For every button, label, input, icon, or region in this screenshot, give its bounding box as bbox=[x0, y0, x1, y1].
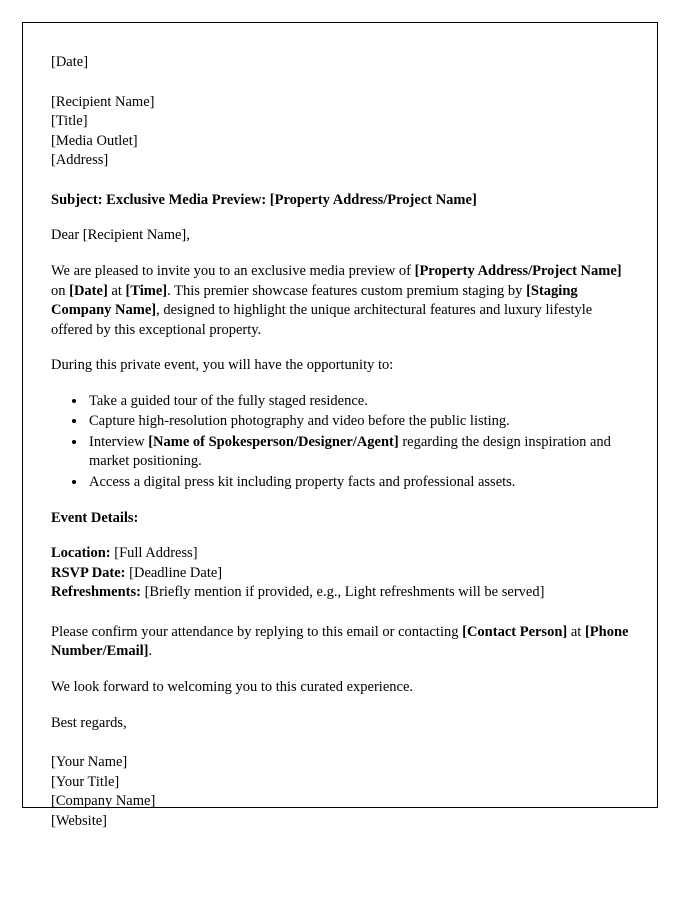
subject-line: Subject: Exclusive Media Preview: [Property Address/Project Name] bbox=[51, 191, 477, 208]
event-detail-refreshments-value: [Briefly mention if provided, e.g., Light refreshments will be served] bbox=[140, 584, 545, 601]
bullet-1-part1: Capture high-resolution photography and video before the public listing. bbox=[89, 413, 510, 430]
confirm-part2: at bbox=[567, 623, 585, 640]
event-details-heading-text: Event Details: bbox=[51, 509, 139, 526]
recipient-name: [Recipient Name] bbox=[51, 93, 155, 110]
intro-part1: We are pleased to invite you to an exclusive media preview of bbox=[51, 262, 415, 279]
list-item bbox=[87, 412, 629, 432]
confirm-bold2: [Phone Number/Email] bbox=[51, 623, 629, 660]
intro-part5: , designed to highlight the unique architectural features and luxury lifestyle offered by this exceptional property. bbox=[51, 302, 593, 338]
intro-bold1: [Property Address/Project Name] bbox=[414, 262, 622, 279]
recipient-media-outlet: [Media Outlet] bbox=[51, 132, 138, 149]
bullet-2-bold: [Name of Spokesperson/Designer/Agent] bbox=[148, 433, 399, 450]
recipient-block bbox=[51, 93, 629, 171]
letter-page bbox=[22, 22, 658, 829]
signature-name: [Your Name] bbox=[51, 754, 128, 771]
event-detail-refreshments-label: Refreshments: bbox=[51, 584, 141, 601]
event-detail-location-value: [Full Address] bbox=[110, 545, 198, 562]
date-line: [Date] bbox=[51, 54, 89, 70]
confirm-part1: Please confirm your attendance by replying to this email or contacting bbox=[51, 623, 463, 640]
event-detail-rsvp-label: RSVP Date: bbox=[51, 564, 126, 581]
signature-block bbox=[51, 753, 629, 831]
salutation: Dear [Recipient Name], bbox=[51, 227, 190, 244]
regards-line: Best regards, bbox=[51, 714, 127, 731]
intro-part3: at bbox=[107, 282, 126, 299]
confirm-bold1: [Contact Person] bbox=[462, 623, 568, 640]
bullet-3-part1: Access a digital press kit including property facts and professional assets. bbox=[89, 474, 516, 490]
list-item bbox=[87, 433, 629, 472]
confirm-part3: . bbox=[148, 643, 153, 660]
event-detail-rsvp bbox=[51, 564, 629, 584]
recipient-address: [Address] bbox=[51, 152, 109, 169]
list-item bbox=[87, 392, 629, 412]
signature-website: [Website] bbox=[51, 812, 108, 829]
intro-part2: on bbox=[51, 282, 70, 299]
intro-bold4: [Staging Company Name] bbox=[51, 282, 578, 319]
intro-paragraph bbox=[51, 262, 629, 340]
event-detail-location-label: Location: bbox=[51, 545, 111, 562]
intro-bold3: [Time] bbox=[125, 282, 168, 299]
event-detail-rsvp-value: [Deadline Date] bbox=[125, 564, 223, 581]
list-item bbox=[87, 473, 629, 493]
closing-line: We look forward to welcoming you to this curated experience. bbox=[51, 678, 414, 695]
bullet-2-part1: Interview bbox=[89, 433, 149, 450]
opportunity-lead: During this private event, you will have the opportunity to: bbox=[51, 357, 394, 374]
signature-company: [Company Name] bbox=[51, 793, 156, 810]
intro-bold2: [Date] bbox=[69, 282, 108, 299]
event-details-block bbox=[51, 544, 629, 603]
letter-content bbox=[23, 23, 657, 865]
event-detail-refreshments bbox=[51, 583, 629, 603]
intro-part4: . This premier showcase features custom premium staging by bbox=[167, 282, 527, 299]
confirm-paragraph bbox=[51, 623, 629, 662]
event-details-heading bbox=[51, 509, 629, 529]
event-detail-location bbox=[51, 544, 629, 564]
recipient-title: [Title] bbox=[51, 113, 88, 130]
bullet-0-part1: Take a guided tour of the fully staged residence. bbox=[89, 392, 368, 409]
bullet-2-part2: regarding the design inspiration and market positioning. bbox=[89, 433, 611, 470]
signature-title: [Your Title] bbox=[51, 773, 120, 790]
date-block bbox=[51, 53, 629, 73]
opportunity-list bbox=[51, 392, 629, 493]
